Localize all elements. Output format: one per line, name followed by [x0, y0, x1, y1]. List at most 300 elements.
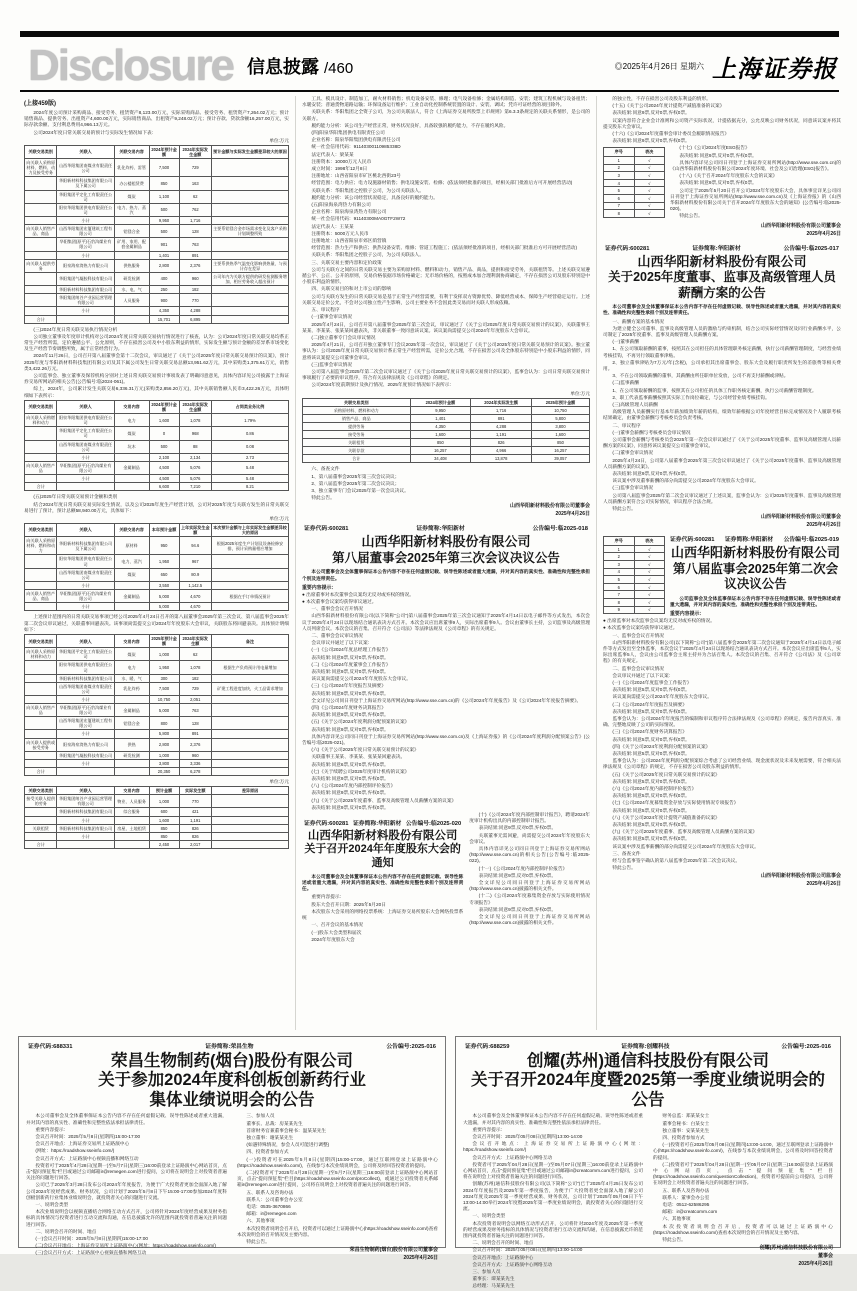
- text-line: 一、监事会会议召开情况: [612, 632, 664, 638]
- text-line: (十七)《公司2024年度ESG报告》: [679, 145, 750, 151]
- announcement-supervisory-meeting: [603, 534, 841, 887]
- text-line: 会议召开地点：上海证券交易所上证路演中心: [35, 1141, 130, 1147]
- table-cell: [212, 824, 289, 832]
- table-cell: 华阳新材料科技集团有限公司及下属公司: [57, 537, 114, 555]
- table-header-cell: 关联交易内容: [114, 523, 149, 536]
- hint-bullets: [603, 618, 841, 631]
- table-header-cell: 2024年实际发生额: [471, 398, 532, 406]
- table-cell: [114, 581, 149, 589]
- table-cell: 小计: [57, 307, 114, 315]
- table-row: [604, 194, 665, 202]
- text-line: 具体内容详见公司同日刊登于上海证券交易所网站(http://www.sse.com.cn)的《山西华阳新材料股份有限公司2024年度环境、社会及公司治理(ESG)报告》。: [670, 159, 841, 172]
- table-row: [25, 603, 289, 611]
- table-cell: 762: [179, 203, 211, 216]
- box-col-1: [26, 1113, 227, 1262]
- table-cell: [25, 440, 57, 453]
- text-line: 公司2024年度前期预计及执行情况、2025年度预计情况如下表所示：: [311, 382, 455, 388]
- table-cell: 华阳集团平定化工有限责任公司: [58, 191, 113, 202]
- table-cell: 4,288: [471, 422, 532, 430]
- table-cell: √: [634, 568, 665, 576]
- table-cell: √: [634, 172, 665, 180]
- table-cell: 2,800: [149, 738, 179, 751]
- table-cell: 铝镁合金: [114, 717, 149, 730]
- table-row: [25, 840, 289, 848]
- text-line: 2024年度公司预计采购商品、接受劳务、租赁资产8,123.00万元，实际采购商品、接受劳务、租赁资产7,264.02万元；预计销售商品、提供劳务、出租资产4,600.00万元，实际销售商品、出租资产9,248.02万元；预计存款、贷款余额16,257.00万元，实际存款余额、支付利息费用4,966.13万元。: [24, 110, 289, 128]
- text-line: 本公司董事会及全体董事保证本公告内容不存在任何虚假记载、误导性陈述或者重大遗漏，并对其内容的真实性、准确性和完整性依法承担法律责任。: [26, 1113, 227, 1125]
- text-line: 会议召开地点：上证路演中心: [472, 1254, 534, 1260]
- table-cell: 小计: [57, 816, 114, 824]
- table-row: [25, 816, 289, 824]
- table-cell: 阳泉华阳集团供电有限责任公司: [58, 662, 113, 673]
- table-row: [604, 599, 665, 607]
- table-cell: [25, 816, 57, 824]
- text-line: 2025年4月21日，公司召开独立董事专门会议2025年第一次会议，审议通过了《关于公司2025年度日常关联交易预计的议案》。独立董事认为：公司2025年度日常关联交易预计系正常生产经营所需，定价公允合理，不存在损害公司及全体股东特别是中小股东利益的情形，同意将该议案提交公司董事会审议。: [302, 342, 590, 360]
- table-header-cell: 关联人: [57, 523, 114, 536]
- security-code: 证券代码:600281: [670, 537, 715, 544]
- table-header-cell: 关联交易类别: [25, 634, 57, 647]
- table-cell: [25, 808, 57, 816]
- table-cell: 向关联人采购原材料、燃料、动力及接受劳务: [26, 160, 56, 176]
- table-cell: √: [634, 202, 665, 210]
- table-row: [303, 406, 590, 414]
- security-code: 证券代码:688331: [28, 1044, 73, 1050]
- table-header-cell: 序号: [604, 148, 635, 157]
- table-cell: 0: [149, 427, 179, 440]
- table-cell: 9,950: [410, 406, 471, 414]
- text-line: 监事会认为：公司2024年年度报告的编制和审议程序符合法律法规及《公司章程》的规定，报告内容真实、准确、完整地反映了公司的实际情况。: [603, 716, 841, 728]
- table-cell: 62: [179, 648, 211, 661]
- table-row: [25, 203, 289, 216]
- left-approval: [24, 614, 289, 633]
- text-line: 2、职工代表监事薪酬按照其实际工作岗位确定，与公司经营业绩考核挂钩。: [612, 394, 770, 400]
- table-cell: 300: [149, 674, 179, 682]
- text-line: 综上，2024年，公司累计发生关联交易6,336.31万元(采购类2,856.20万元)，其中关联销售额人民币3,422.26万元，具体明细如下表所示：: [24, 386, 289, 398]
- text-line: 经与会监事签字确认的第八届监事会2025年第二次会议决议。: [612, 858, 741, 864]
- table-row: [604, 576, 665, 584]
- signature-block: [603, 872, 841, 887]
- table-cell: 5.48: [212, 461, 289, 474]
- security-name: 证券简称:荣昌生物: [205, 1044, 254, 1050]
- text-line: 2025年4月26日: [806, 230, 841, 237]
- table-cell: 合计: [25, 840, 57, 848]
- table-cell: 向关联人销售产品、商品: [26, 591, 56, 602]
- table-cell: [25, 661, 57, 674]
- table-cell: 5,000: [149, 603, 179, 611]
- text-line: 2025年4月24日，公司第八届董事会2025年第三次会议审议通过了《关于公司2025年度董事、监事及高级管理人员薪酬方案的议案》。: [603, 457, 841, 469]
- table-cell: 39,057: [531, 455, 589, 463]
- table-cell: [114, 768, 149, 776]
- table-cell: 3: [604, 561, 635, 569]
- table-header-cell: 上年实际发生金额: [180, 524, 210, 536]
- table-cell: √: [634, 591, 665, 599]
- text-line: 表决结果:同意9票,反对0票,弃权0票。: [478, 872, 557, 878]
- table-cell: [25, 177, 57, 190]
- text-line: 独立董事：安某某先生: [662, 1127, 710, 1133]
- table-cell: 850: [149, 824, 179, 832]
- resolution-items-continued: [469, 812, 590, 944]
- table-cell: [114, 251, 149, 259]
- table-cell: 铝镁合金: [114, 225, 149, 238]
- text-line: 2、独立董事津贴为7万元/年(含税)，公司承担其出席董事会、股东大会及履行职责所发生的差旅费等相关费用。: [603, 359, 841, 371]
- table-row: [25, 294, 289, 307]
- table-cell: 山西华阳集团宏厦建筑工程有限公司: [58, 226, 113, 237]
- table-cell: 5,000: [149, 590, 179, 603]
- table-cell: [212, 695, 289, 703]
- announcement-remegen-box: [18, 1036, 446, 1262]
- text-line: (十一)《公司2024年度内部控制评价报告》: [478, 865, 568, 871]
- table-cell: 华阳集团(原平)石豹沟煤业有限公司: [57, 590, 114, 603]
- table-cell: 向关联人采购原材料和动力: [26, 649, 56, 660]
- table-cell: 5,800: [531, 414, 589, 422]
- text-line: (三)《公司2024年度财务决算报告》: [612, 729, 687, 735]
- table-cell: 6: [604, 194, 635, 202]
- text-line: 关联关系：华阳集团之控股子公司，为公司关联法人。: [311, 187, 424, 193]
- table-cell: 研发检测: [114, 751, 149, 759]
- table-cell: 合计: [25, 315, 57, 323]
- table-cell: 房屋、土地租赁: [114, 824, 149, 832]
- text-line: 1、在公司领取薪酬的董事，按照其在公司担任的具体管理职务核定薪酬，执行公司薪酬管理制度，与经营业绩考核挂钩，不再另行领取董事津贴。: [603, 346, 841, 358]
- vote-result-mini-table: [603, 147, 665, 217]
- table-row: [25, 768, 289, 776]
- text-line: (九)《关于公司2025年度董事、监事及高级管理人员薪酬方案的议案》: [311, 797, 457, 803]
- table-cell: √: [634, 606, 665, 614]
- text-line: 表决结果:同意9票,反对0票,弃权0票。: [311, 690, 389, 696]
- text-line: (三)2024年度日常关联交易执行情况分析: [33, 326, 118, 332]
- table-cell: 华阳集团(原平)石豹沟煤业有限公司: [57, 461, 114, 474]
- text-line: 创耀(苏州)通信科技股份有限公司: [759, 1245, 833, 1252]
- table-header-cell: 2024年预计金额: [410, 398, 471, 406]
- text-line: 表决结果:同意9票,反对0票,弃权0票。: [679, 152, 757, 158]
- table-cell: 根据生产负荷预计用电量增加: [212, 661, 289, 674]
- table-cell: 公司年内为关联方提供的研发检测服务增加，相应劳务收入超出预计: [213, 273, 287, 284]
- table-header-cell: 差异原因: [212, 787, 289, 795]
- table-cell: 500: [149, 225, 179, 238]
- table-cell: 4: [604, 179, 635, 187]
- table-cell: [212, 307, 289, 315]
- text-line: 全文详见公司同日刊登于上海证券交易所网站(http://www.sse.com.cn)披露的相关文件。: [469, 914, 590, 926]
- table-cell: 2,134: [179, 453, 211, 461]
- table-cell: [212, 795, 289, 808]
- table-cell: [57, 840, 114, 848]
- table-cell: [57, 768, 114, 776]
- table-cell: [25, 427, 57, 440]
- table-cell: 华阳新材料科技集团有限公司: [58, 809, 113, 815]
- text-line: 2025年4月26日: [403, 1255, 438, 1262]
- text-line: (三)监事会审议情况: [612, 485, 654, 491]
- table-cell: [212, 768, 289, 776]
- table-cell: [212, 751, 289, 759]
- table-cell: 关联租赁: [25, 824, 57, 832]
- security-cert-line: [605, 243, 839, 252]
- table-cell: [25, 581, 57, 589]
- table-cell: 小计: [57, 730, 114, 738]
- text-line: 联系人：董事会办公室: [662, 1194, 710, 1200]
- text-line: (二)《公司2024年度董事会工作报告》: [311, 661, 391, 667]
- table-cell: 1,000: [149, 751, 179, 759]
- text-line: (十六)《公司2024年度董事会审计委员会履职情况报告》: [612, 131, 730, 137]
- table-row: [25, 238, 289, 251]
- table-cell: 7: [604, 591, 635, 599]
- table-cell: [212, 674, 289, 682]
- table-cell: 1,078: [179, 414, 211, 427]
- related-transactions-table-3: [24, 523, 289, 611]
- table-cell: [212, 581, 289, 589]
- table-cell: [212, 816, 289, 824]
- table-cell: [212, 294, 289, 307]
- text-line: 特此公告。: [311, 495, 335, 501]
- table-cell: 矿建工程进度加快，火工品需求增加: [212, 682, 289, 695]
- table-cell: 采购原材料、燃料和动力: [303, 406, 411, 414]
- table-row: [25, 674, 289, 682]
- table-cell: [25, 730, 57, 738]
- text-line: (如遇特殊情况，参会人员可能进行调整): [246, 1142, 330, 1148]
- table-header-cell: 交易内容: [114, 400, 149, 413]
- table-row: [25, 832, 289, 840]
- important-hint: 重要内容提示：: [302, 585, 337, 591]
- text-line: (二)会议召开地点：上海证券交易所上证路演中心(网址：https://roadshow.sseinfo.com/): [35, 1243, 216, 1249]
- table-cell: 4,350: [410, 422, 471, 430]
- table-cell: [114, 475, 149, 483]
- announcement-number: 公告编号:2025-016: [781, 1044, 831, 1050]
- text-line: 注册地址：山西省阳泉市郊区荫营镇: [311, 238, 387, 244]
- table-cell: 煤炭: [114, 427, 149, 440]
- table-row: [25, 177, 289, 190]
- text-line: 四、投资者参加方式: [246, 1149, 289, 1155]
- table-cell: 华阳集团(原平)石豹沟煤业有限公司: [57, 704, 114, 717]
- table-cell: 电力: [114, 661, 149, 674]
- table-cell: [212, 315, 289, 323]
- table-cell: 1.79%: [212, 414, 289, 427]
- announcement-board-meeting: [302, 523, 590, 811]
- table-cell: 根据在手订单情况预计: [212, 590, 289, 603]
- text-line: (一)《公司2024年度总经理工作报告》: [311, 647, 391, 653]
- table-cell: 阳泉华阳集团供电有限责任公司: [58, 204, 113, 215]
- table-row: [25, 427, 289, 440]
- text-line: (三)高级管理人员薪酬: [612, 402, 658, 407]
- table-cell: 阳泉海泉湾热力有限公司: [57, 259, 114, 272]
- table-cell: 华阳集团平定化工有限责任公司: [58, 428, 113, 439]
- table-cell: 山西华阳集团南煤业有限责任公司: [58, 441, 113, 452]
- text-line: 一、召开会议的基本情况: [311, 922, 363, 928]
- table-header-cell: 预计金额: [149, 787, 179, 795]
- table-header-cell: 关联交易类别: [25, 145, 57, 158]
- table-header-cell: 关联人: [57, 787, 114, 795]
- text-line: ● 本次监事会议案均获得审议通过。: [603, 625, 678, 631]
- text-line: 表决结果:同意9票,反对0票,弃权0票。: [311, 668, 389, 674]
- bottom-announcements: [18, 1036, 841, 1289]
- table-cell: 729: [179, 682, 211, 695]
- text-line: 四、投资者参加方式: [662, 1135, 705, 1141]
- table-cell: 向关联人采购燃料和动力: [26, 415, 56, 426]
- table-cell: 接受劳务: [303, 430, 411, 438]
- text-line: (七)《公司2024年度募集资金存放与实际使用情况专项报告》: [612, 800, 739, 806]
- table-cell: 阳泉华阳集团供电有限责任公司: [58, 556, 113, 567]
- table-row: [25, 555, 289, 568]
- text-line: (一)会议召开时间：2025年5月8日(星期四)15:00-17:00: [35, 1236, 148, 1242]
- table-cell: 891: [179, 251, 211, 259]
- text-line: 六、备查文件: [311, 466, 340, 472]
- table-row: [604, 202, 665, 210]
- text-line: 二、董事会会议审议情况: [311, 632, 363, 638]
- table-cell: 华阳集团纳谷产业园运营管理有限公司: [58, 295, 113, 306]
- table-cell: 2,017: [179, 840, 211, 848]
- table-cell: √: [634, 157, 665, 165]
- text-line: 二、说明会召开的时间、地点: [472, 1240, 534, 1246]
- table-row: [25, 259, 289, 272]
- table-cell: 电力、热力、蒸汽: [114, 203, 149, 216]
- table-row: [604, 172, 665, 180]
- table-row: [25, 730, 289, 738]
- text-line: 全文详见公司同日刊登于上海证券交易所网站(http://www.sse.com.cn)披露的相关文件。: [469, 880, 590, 892]
- table-cell: 15,701: [149, 315, 179, 323]
- table-cell: 供热服务: [114, 259, 149, 272]
- table-cell: [25, 751, 57, 759]
- text-line: 经营范围：热力生产和供应；供热设备安装、维修；管道工程施工；(依法须经批准的项目，经相关部门批准后方可开展经营活动): [311, 245, 578, 251]
- table-cell: [212, 203, 289, 216]
- board-resolution-body: [302, 606, 590, 811]
- security-cert-line: [465, 1041, 831, 1050]
- data-table: [302, 398, 590, 464]
- table-row: [25, 759, 289, 767]
- text-line: 关于召开2024年度暨2025第一季度业绩说明会的公告: [471, 1071, 825, 1109]
- text-line: 会议召开时间：2025年05月08日(星期四)13:00-14:00: [472, 1134, 583, 1140]
- text-line: 电话：0535-3670866: [246, 1204, 291, 1210]
- table-cell: 2,376: [179, 738, 211, 751]
- text-line: (二)独立董事专门会议审议情况: [311, 334, 376, 340]
- text-line: 3、不在公司领取薪酬的董事，其薪酬由所任职单位发放，公司不再支付薪酬或津贴。: [612, 373, 789, 379]
- column-middle: [295, 96, 590, 1030]
- mid-bottom-region: [302, 812, 590, 944]
- table-cell: 1: [604, 545, 635, 553]
- table-row: [25, 225, 289, 238]
- table-header-cell: 关联交易内容: [114, 145, 149, 158]
- table-cell: 163: [179, 177, 211, 190]
- signature-block: [603, 222, 841, 237]
- text-line: 二、监事会会议审议情况: [612, 665, 664, 671]
- announcement-title: 第八届监事会2025年第二次会议决议公告: [672, 561, 839, 592]
- table-row: [604, 187, 665, 195]
- table-row: [303, 414, 590, 422]
- table-cell: 128: [179, 717, 211, 730]
- table-cell: [25, 238, 57, 251]
- table-cell: 1,142.5: [179, 581, 211, 589]
- text-line: 山西华阳新材料股份有限公司监事会: [760, 873, 841, 880]
- table-cell: 34,408: [410, 455, 471, 463]
- table-cell: 826: [179, 824, 211, 832]
- signature-block: [653, 1244, 833, 1267]
- table-cell: 10,750: [149, 695, 179, 703]
- table-cell: 华阳集团平定化工有限责任公司: [58, 649, 113, 660]
- text-line: (一)董事会审议情况: [311, 314, 353, 320]
- text-line: 投资者可于2025年4月28日(星期一)至5月7日(星期三)16:00前登录上证路演中心网站首页，点击“提问预征集”栏目或通过公司邮箱ir@remegen.com进行提问，公司将在说明会上对投资者普遍关注的问题进行回答。: [26, 1162, 227, 1181]
- table-cell: 华阳新材料科技集团有限公司: [58, 675, 113, 681]
- table-cell: 华阳集团纳谷产业园运营管理有限公司: [58, 796, 113, 807]
- table-cell: 960: [179, 751, 211, 759]
- text-line: 山西华阳新材料股份有限公司(以下简称“公司”)第八届董事会2025年第三次会议通知于2025年4月14日以电子邮件等方式发出，本次会议于2025年4月24日以现场结合通讯表决方式召开。本次会议应出席董事9人，实际出席董事9人。会议由董事长主持，公司监事及高级管理人员列席会议。本次会议的召集、召开符合《公司法》等法律法规及《公司章程》的有关规定。: [302, 613, 590, 631]
- announcement-number: 公告编号:临2025-019: [783, 537, 839, 544]
- table-cell: 4,966: [471, 447, 532, 455]
- security-code: 证券代码:600281: [304, 821, 349, 827]
- text-line: 议案内容符合企业会计准则和公司资产实际状况，计提依据充分，公允反映公司财务状况，同意该议案并将其提交股东大会审议。: [603, 117, 841, 129]
- table-cell: 1,100: [149, 190, 179, 203]
- table-header-cell: 2025年预计金额: [149, 634, 179, 647]
- text-line: 六、其他事项: [246, 1218, 275, 1224]
- table-cell: 94.6: [179, 537, 211, 555]
- announcement-creatcomm-box: [455, 1036, 841, 1289]
- table-cell: [114, 307, 149, 315]
- table-cell: 80.9: [179, 568, 211, 581]
- table-cell: 16,257: [531, 447, 589, 455]
- text-line: (四)阳泉华阳集团供电有限责任公司: [311, 130, 385, 136]
- text-line: 表决结果:同意9票,反对0票,弃权0票。: [679, 180, 757, 186]
- text-line: (一)董事薪酬: [612, 339, 639, 345]
- table-row: [303, 439, 590, 447]
- box-col-2-text: [237, 1113, 438, 1245]
- text-line: 本次投资者说明会召开后，投资者可以通过上证路演中心(https://roadshow.sseinfo.com/)查看本次说明会的召开情况及主要内容。: [653, 1223, 833, 1235]
- text-line: 表决结果:同意9票,反对0票,弃权0票。: [311, 804, 389, 810]
- table-cell: 62: [179, 190, 211, 203]
- disclaimer: 公司监事会及全体监事保证本公告内容不存在任何虚假记载、误导性陈述或者重大遗漏，并对其内容的真实性、准确性和完整性承担个别及连带责任。: [670, 595, 841, 607]
- table-header-cell: 关联人: [57, 145, 114, 158]
- table-cell: 8.21: [212, 483, 289, 491]
- text-line: 2024年年度股东大会: [311, 936, 355, 942]
- text-line: 成立时间：1998年12月8日: [311, 166, 368, 172]
- table-cell: 891: [471, 414, 532, 422]
- company-name: 山西华阳新材料股份有限公司: [637, 253, 807, 269]
- security-cert-line: [304, 523, 588, 532]
- table-cell: 华阳新材料科技集团有限公司及下属公司: [58, 178, 113, 189]
- text-line: 邮箱：ir@creatcomm.com: [662, 1209, 718, 1215]
- text-line: 关联关系：华阳集团之全资子公司，为公司关联法人，符合《上海证券交易所股票上市规则》第6.3.3条规定的关联关系情形，是公司的关联方。: [302, 109, 590, 121]
- text-line: 公司监事会、独立董事及保荐机构分别对上述日常关联交易预计事项发表了明确同意意见，具体内容详见公司披露于上海证券交易所网站的相关公告(公告编号:临2024-061)。: [24, 373, 289, 385]
- text-line: 荣昌生物制药(烟台)股份有限公司董事会: [349, 1247, 438, 1254]
- text-line: 表决结果:同意9票,反对0票,弃权0票。: [478, 906, 557, 912]
- text-line: 工具、模具设计、制造加工，耐火材料销售；机电设备安装、修理；电气设备检修；金属结构制造、安装；建筑工程机械与设备租赁；水暖安装；普通货物道路运输；环保设备运行维护；工业自动化控制系统装置的设计、安装、调试；凭许可证经营的项目除外。: [302, 96, 590, 108]
- security-name: 证券简称:创耀科技: [621, 1044, 670, 1050]
- text-line: (二)投资者可于2025年4月28日(星期一)至5月7日(星期三)16:00前登录上证路演中心网站首页，点击“提问预征集”栏目(https://roadshow.sseinfo.com/proCollect)，或通过公司投资者关系邮箱ir@remegen.com进行提问，公司将在说明会上对投资者普遍关注的问题进行回答。: [237, 1170, 438, 1188]
- text-line: 会议召开地点：上海证券交易所上证路演中心(网址：https://roadshow.sseinfo.com/): [463, 1141, 643, 1153]
- signature-block: [237, 1246, 438, 1261]
- table-cell: 4,288: [179, 307, 211, 315]
- table-cell: √: [634, 545, 665, 553]
- table-cell: √: [634, 179, 665, 187]
- table-row: [303, 422, 590, 430]
- table-cell: √: [634, 561, 665, 569]
- text-line: 二、说明会召开的时间、地点: [35, 1228, 97, 1234]
- text-line: 表决结果:同意9票,反对0票,弃权0票。: [612, 471, 690, 477]
- table-cell: 研发检测: [114, 272, 149, 285]
- table-header-cell: 2024年实际发生额: [179, 634, 211, 647]
- table-header-cell: 2024年实际发生金额: [179, 400, 211, 413]
- table-row: [25, 475, 289, 483]
- text-line: 公司与关联方之间的日常关联交易主要为采购原材料、燃料和动力，销售产品、商品，提供和接受劳务，关联租赁等。上述关联交易遵循公平、公正、公开的原则，交易价格依据市场价格确定；无市场价格的，按照成本加合理利润协商确定，不存在损害公司及股东特别是中小股东利益的情形。: [302, 266, 590, 285]
- text-line: 企业名称：阳泉华阳集团供电有限责任公司: [311, 137, 401, 143]
- text-line: 表决结果:同意5票,反对0票,弃权0票。: [612, 793, 690, 799]
- table-cell: 向关联人提供劳务: [26, 260, 56, 271]
- table-cell: [114, 483, 149, 491]
- text-line: 特此公告。: [662, 1237, 686, 1243]
- table-cell: 2,800: [149, 259, 179, 272]
- text-line: (五)2025年日常关联交易预计金额和类别: [33, 494, 118, 500]
- table-cell: [212, 840, 289, 848]
- table-row: [25, 704, 289, 717]
- table-cell: 煤炭: [114, 190, 149, 203]
- table-cell: 向关联人销售产品: [26, 705, 56, 716]
- table-cell: 小计: [57, 581, 114, 589]
- table-cell: 0.08: [212, 440, 289, 453]
- text-line: (十)《公司2024年度内部控制审计报告》，聘请2024年度审计机构出具的内部控制审计报告。: [469, 812, 590, 824]
- table-cell: 9: [604, 606, 635, 614]
